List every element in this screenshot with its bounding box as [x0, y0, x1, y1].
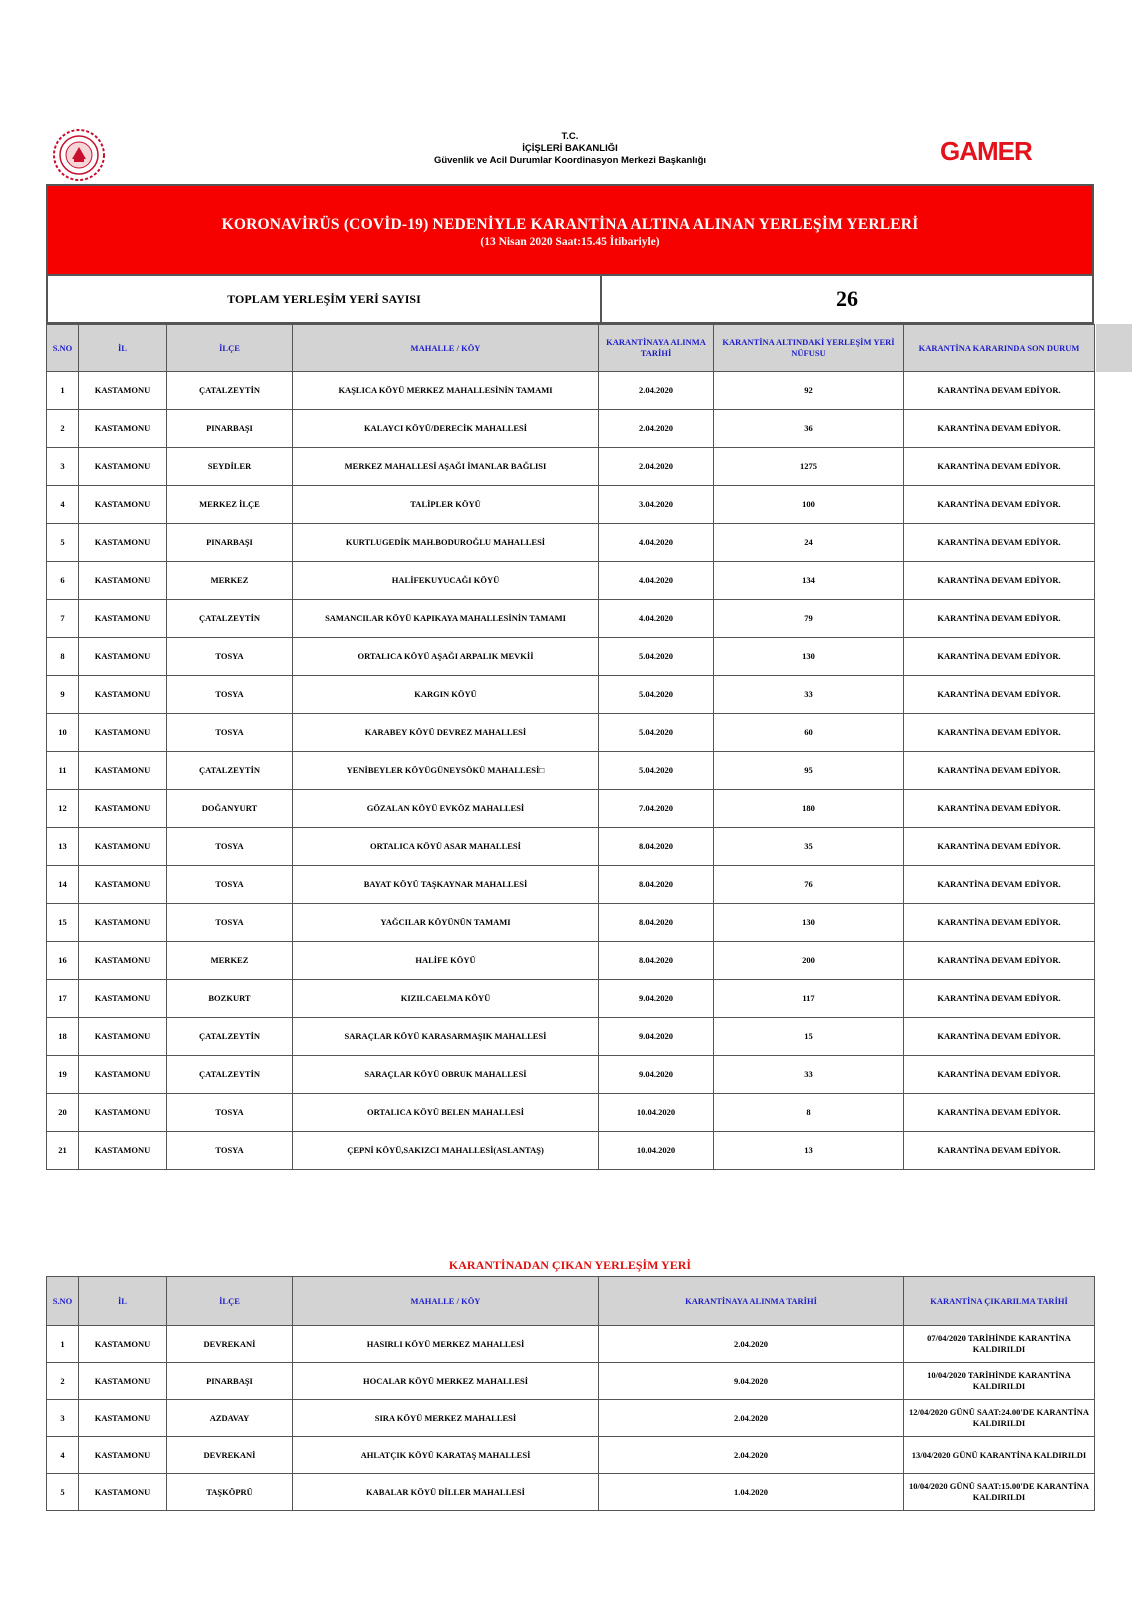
col-header-sno: S.NO	[47, 325, 79, 372]
cell-il: KASTAMONU	[79, 1132, 167, 1170]
total-settlements-row	[46, 276, 1094, 324]
cell-ilce: TOSYA	[167, 904, 293, 942]
table-row	[47, 866, 1095, 904]
cell-status: KARANTİNA DEVAM EDİYOR.	[904, 1056, 1095, 1094]
cell-ilce: SEYDİLER	[167, 448, 293, 486]
cell-sno: 5	[47, 1474, 79, 1511]
col-header-il: İL	[79, 325, 167, 372]
cell-status: KARANTİNA DEVAM EDİYOR.	[904, 828, 1095, 866]
cell-il: KASTAMONU	[79, 790, 167, 828]
cell-il: KASTAMONU	[79, 676, 167, 714]
header-line-tc: T.C.	[561, 131, 579, 142]
gamer-logo-text: GAMER	[940, 136, 1032, 166]
table-row	[47, 562, 1095, 600]
table-row	[47, 790, 1095, 828]
title-banner	[46, 184, 1094, 276]
table-row	[47, 1363, 1095, 1400]
cell-population: 180	[714, 790, 904, 828]
cell-ilce: ÇATALZEYTİN	[167, 600, 293, 638]
cell-ilce: TOSYA	[167, 1132, 293, 1170]
table-row	[47, 1400, 1095, 1437]
cell-population: 8	[714, 1094, 904, 1132]
cell-status: KARANTİNA DEVAM EDİYOR.	[904, 714, 1095, 752]
cell-mahalle: HOCALAR KÖYÜ MERKEZ MAHALLESİ	[293, 1363, 599, 1400]
cell-status: KARANTİNA DEVAM EDİYOR.	[904, 1018, 1095, 1056]
cell-date: 1.04.2020	[599, 1474, 904, 1511]
cell-ilce: TOSYA	[167, 866, 293, 904]
table-row	[47, 714, 1095, 752]
cell-ilce: ÇATALZEYTİN	[167, 1018, 293, 1056]
cell-ilce: TAŞKÖPRÜ	[167, 1474, 293, 1511]
cell-status: KARANTİNA DEVAM EDİYOR.	[904, 372, 1095, 410]
cell-status: KARANTİNA DEVAM EDİYOR.	[904, 600, 1095, 638]
cell-mahalle: SARAÇLAR KÖYÜ OBRUK MAHALLESİ	[293, 1056, 599, 1094]
cell-sno: 15	[47, 904, 79, 942]
cell-date: 9.04.2020	[599, 1363, 904, 1400]
cell-sno: 3	[47, 448, 79, 486]
cell-population: 13	[714, 1132, 904, 1170]
cell-sno: 13	[47, 828, 79, 866]
cell-sno: 12	[47, 790, 79, 828]
cell-mahalle: HALİFE KÖYÜ	[293, 942, 599, 980]
cell-population: 79	[714, 600, 904, 638]
cell-mahalle: AHLATÇIK KÖYÜ KARATAŞ MAHALLESİ	[293, 1437, 599, 1474]
table-header-row	[47, 325, 1095, 372]
cell-status: KARANTİNA DEVAM EDİYOR.	[904, 562, 1095, 600]
exit-col-header-mahalle: MAHALLE / KÖY	[293, 1277, 599, 1326]
cell-population: 92	[714, 372, 904, 410]
table-row	[47, 828, 1095, 866]
cell-il: KASTAMONU	[79, 828, 167, 866]
cell-status: KARANTİNA DEVAM EDİYOR.	[904, 904, 1095, 942]
cell-date: 2.04.2020	[599, 1437, 904, 1474]
col-header-population: KARANTİNA ALTINDAKİ YERLEŞİM YERİ NÜFUSU	[714, 325, 904, 372]
cell-population: 1275	[714, 448, 904, 486]
cell-date: 2.04.2020	[599, 372, 714, 410]
quarantine-table	[46, 324, 1095, 1170]
cell-mahalle: BAYAT KÖYÜ TAŞKAYNAR MAHALLESİ	[293, 866, 599, 904]
cell-status: KARANTİNA DEVAM EDİYOR.	[904, 524, 1095, 562]
cell-sno: 17	[47, 980, 79, 1018]
cell-date: 7.04.2020	[599, 790, 714, 828]
exit-section-title: KARANTİNADAN ÇIKAN YERLEŞİM YERİ	[448, 1258, 692, 1272]
cell-date: 8.04.2020	[599, 904, 714, 942]
cell-sno: 2	[47, 1363, 79, 1400]
exit-table	[46, 1276, 1095, 1511]
cell-date: 9.04.2020	[599, 1018, 714, 1056]
cell-ilce: TOSYA	[167, 1094, 293, 1132]
cell-status: KARANTİNA DEVAM EDİYOR.	[904, 1132, 1095, 1170]
side-tab	[1096, 324, 1132, 372]
cell-date: 10.04.2020	[599, 1132, 714, 1170]
cell-sno: 20	[47, 1094, 79, 1132]
cell-status: KARANTİNA DEVAM EDİYOR.	[904, 448, 1095, 486]
cell-ilce: MERKEZ	[167, 562, 293, 600]
quarantine-table-body	[47, 372, 1095, 1170]
cell-date: 4.04.2020	[599, 524, 714, 562]
exit-col-header-il: İL	[79, 1277, 167, 1326]
cell-population: 33	[714, 676, 904, 714]
table-row	[47, 1056, 1095, 1094]
cell-mahalle: ÇEPNİ KÖYÜ,SAKIZCI MAHALLESİ(ASLANTAŞ)	[293, 1132, 599, 1170]
cell-ilce: PINARBAŞI	[167, 1363, 293, 1400]
cell-population: 100	[714, 486, 904, 524]
cell-il: KASTAMONU	[79, 942, 167, 980]
cell-mahalle: ORTALICA KÖYÜ ASAR MAHALLESİ	[293, 828, 599, 866]
cell-ilce: DOĞANYURT	[167, 790, 293, 828]
cell-il: KASTAMONU	[79, 1056, 167, 1094]
col-header-date: KARANTİNAYA ALINMA TARİHİ	[599, 325, 714, 372]
cell-il: KASTAMONU	[79, 1363, 167, 1400]
cell-sno: 16	[47, 942, 79, 980]
cell-mahalle: KAŞLICA KÖYÜ MERKEZ MAHALLESİNİN TAMAMI	[293, 372, 599, 410]
cell-removed-date: 10/04/2020 TARİHİNDE KARANTİNA KALDIRILDI	[904, 1363, 1095, 1400]
cell-removed-date: 13/04/2020 GÜNÜ KARANTİNA KALDIRILDI	[904, 1437, 1095, 1474]
cell-il: KASTAMONU	[79, 524, 167, 562]
banner-subtitle: (13 Nisan 2020 Saat:15.45 İtibariyle)	[480, 236, 660, 248]
cell-il: KASTAMONU	[79, 410, 167, 448]
cell-il: KASTAMONU	[79, 600, 167, 638]
cell-il: KASTAMONU	[79, 562, 167, 600]
cell-date: 5.04.2020	[599, 638, 714, 676]
cell-population: 76	[714, 866, 904, 904]
cell-mahalle: YENİBEYLER KÖYÜGÜNEYSÖKÜ MAHALLESİ□	[293, 752, 599, 790]
table-row	[47, 1326, 1095, 1363]
cell-date: 5.04.2020	[599, 676, 714, 714]
cell-date: 8.04.2020	[599, 828, 714, 866]
cell-removed-date: 10/04/2020 GÜNÜ SAAT:15.00'DE KARANTİNA KALDIRILDI	[904, 1474, 1095, 1511]
cell-ilce: DEVREKANİ	[167, 1437, 293, 1474]
cell-sno: 21	[47, 1132, 79, 1170]
cell-il: KASTAMONU	[79, 980, 167, 1018]
col-header-status: KARANTİNA KARARINDA SON DURUM	[904, 325, 1095, 372]
cell-il: KASTAMONU	[79, 1018, 167, 1056]
cell-population: 200	[714, 942, 904, 980]
table-row	[47, 676, 1095, 714]
cell-mahalle: HASIRLI KÖYÜ MERKEZ MAHALLESİ	[293, 1326, 599, 1363]
cell-il: KASTAMONU	[79, 866, 167, 904]
cell-mahalle: ORTALICA KÖYÜ AŞAĞI ARPALIK MEVKİİ	[293, 638, 599, 676]
cell-date: 8.04.2020	[599, 942, 714, 980]
cell-status: KARANTİNA DEVAM EDİYOR.	[904, 638, 1095, 676]
table-row	[47, 1437, 1095, 1474]
exit-col-header-date: KARANTİNAYA ALINMA TARİHİ	[599, 1277, 904, 1326]
cell-mahalle: SARAÇLAR KÖYÜ KARASARMAŞIK MAHALLESİ	[293, 1018, 599, 1056]
gamer-logo	[940, 138, 1050, 174]
cell-il: KASTAMONU	[79, 1400, 167, 1437]
cell-ilce: TOSYA	[167, 828, 293, 866]
exit-col-header-removed: KARANTİNA ÇIKARILMA TARİHİ	[904, 1277, 1095, 1326]
table-row	[47, 486, 1095, 524]
exit-table-header-row	[47, 1277, 1095, 1326]
cell-mahalle: MERKEZ MAHALLESİ AŞAĞI İMANLAR BAĞLISI	[293, 448, 599, 486]
cell-ilce: PINARBAŞI	[167, 524, 293, 562]
cell-mahalle: KARGIN KÖYÜ	[293, 676, 599, 714]
table-row	[47, 942, 1095, 980]
cell-sno: 3	[47, 1400, 79, 1437]
cell-mahalle: KABALAR KÖYÜ DİLLER MAHALLESİ	[293, 1474, 599, 1511]
cell-date: 10.04.2020	[599, 1094, 714, 1132]
cell-population: 134	[714, 562, 904, 600]
table-row	[47, 1474, 1095, 1511]
cell-sno: 4	[47, 486, 79, 524]
total-value: 26	[836, 286, 858, 311]
cell-status: KARANTİNA DEVAM EDİYOR.	[904, 790, 1095, 828]
cell-ilce: MERKEZ İLÇE	[167, 486, 293, 524]
cell-ilce: ÇATALZEYTİN	[167, 372, 293, 410]
cell-status: KARANTİNA DEVAM EDİYOR.	[904, 410, 1095, 448]
header-line-ministry: İÇİŞLERİ BAKANLIĞI	[522, 143, 618, 154]
ministry-seal-logo	[52, 128, 106, 182]
cell-il: KASTAMONU	[79, 714, 167, 752]
cell-date: 5.04.2020	[599, 752, 714, 790]
cell-mahalle: ORTALICA KÖYÜ BELEN MAHALLESİ	[293, 1094, 599, 1132]
cell-ilce: TOSYA	[167, 676, 293, 714]
cell-status: KARANTİNA DEVAM EDİYOR.	[904, 1094, 1095, 1132]
cell-sno: 5	[47, 524, 79, 562]
cell-il: KASTAMONU	[79, 1326, 167, 1363]
cell-date: 2.04.2020	[599, 410, 714, 448]
cell-sno: 6	[47, 562, 79, 600]
cell-sno: 19	[47, 1056, 79, 1094]
cell-sno: 8	[47, 638, 79, 676]
table-row	[47, 980, 1095, 1018]
table-row	[47, 524, 1095, 562]
cell-il: KASTAMONU	[79, 1474, 167, 1511]
table-row	[47, 1132, 1095, 1170]
cell-status: KARANTİNA DEVAM EDİYOR.	[904, 676, 1095, 714]
col-header-mahalle: MAHALLE / KÖY	[293, 325, 599, 372]
cell-il: KASTAMONU	[79, 372, 167, 410]
cell-population: 130	[714, 638, 904, 676]
cell-mahalle: KALAYCI KÖYÜ/DERECİK MAHALLESİ	[293, 410, 599, 448]
cell-ilce: TOSYA	[167, 714, 293, 752]
exit-col-header-ilce: İLÇE	[167, 1277, 293, 1326]
cell-il: KASTAMONU	[79, 1437, 167, 1474]
cell-population: 117	[714, 980, 904, 1018]
exit-table-body	[47, 1326, 1095, 1511]
cell-status: KARANTİNA DEVAM EDİYOR.	[904, 980, 1095, 1018]
cell-date: 8.04.2020	[599, 866, 714, 904]
cell-status: KARANTİNA DEVAM EDİYOR.	[904, 752, 1095, 790]
cell-population: 60	[714, 714, 904, 752]
cell-date: 3.04.2020	[599, 486, 714, 524]
col-header-ilce: İLÇE	[167, 325, 293, 372]
cell-mahalle: HALİFEKUYUCAĞI KÖYÜ	[293, 562, 599, 600]
table-row	[47, 410, 1095, 448]
cell-status: KARANTİNA DEVAM EDİYOR.	[904, 942, 1095, 980]
cell-mahalle: GÖZALAN KÖYÜ EVKÖZ MAHALLESİ	[293, 790, 599, 828]
cell-sno: 10	[47, 714, 79, 752]
cell-ilce: AZDAVAY	[167, 1400, 293, 1437]
cell-sno: 7	[47, 600, 79, 638]
cell-sno: 9	[47, 676, 79, 714]
table-row	[47, 372, 1095, 410]
cell-ilce: ÇATALZEYTİN	[167, 1056, 293, 1094]
cell-mahalle: SIRA KÖYÜ MERKEZ MAHALLESİ	[293, 1400, 599, 1437]
cell-mahalle: YAĞCILAR KÖYÜNÜN TAMAMI	[293, 904, 599, 942]
cell-il: KASTAMONU	[79, 752, 167, 790]
cell-sno: 1	[47, 372, 79, 410]
table-row	[47, 752, 1095, 790]
cell-il: KASTAMONU	[79, 1094, 167, 1132]
cell-ilce: TOSYA	[167, 638, 293, 676]
cell-sno: 14	[47, 866, 79, 904]
cell-population: 36	[714, 410, 904, 448]
cell-mahalle: KURTLUGEDİK MAH.BODUROĞLU MAHALLESİ	[293, 524, 599, 562]
cell-il: KASTAMONU	[79, 448, 167, 486]
cell-ilce: BOZKURT	[167, 980, 293, 1018]
table-row	[47, 448, 1095, 486]
table-row	[47, 1094, 1095, 1132]
cell-ilce: DEVREKANİ	[167, 1326, 293, 1363]
cell-population: 130	[714, 904, 904, 942]
cell-il: KASTAMONU	[79, 904, 167, 942]
cell-removed-date: 07/04/2020 TARİHİNDE KARANTİNA KALDIRILDI	[904, 1326, 1095, 1363]
cell-sno: 1	[47, 1326, 79, 1363]
cell-date: 9.04.2020	[599, 1056, 714, 1094]
cell-sno: 18	[47, 1018, 79, 1056]
cell-date: 5.04.2020	[599, 714, 714, 752]
cell-population: 35	[714, 828, 904, 866]
cell-date: 2.04.2020	[599, 1400, 904, 1437]
cell-mahalle: SAMANCILAR KÖYÜ KAPIKAYA MAHALLESİNİN TAMAMI	[293, 600, 599, 638]
cell-sno: 2	[47, 410, 79, 448]
cell-mahalle: KARABEY KÖYÜ DEVREZ MAHALLESİ	[293, 714, 599, 752]
cell-mahalle: TALİPLER KÖYÜ	[293, 486, 599, 524]
ministry-header	[400, 131, 740, 167]
cell-status: KARANTİNA DEVAM EDİYOR.	[904, 866, 1095, 904]
cell-population: 24	[714, 524, 904, 562]
cell-date: 2.04.2020	[599, 1326, 904, 1363]
table-row	[47, 1018, 1095, 1056]
table-row	[47, 638, 1095, 676]
cell-ilce: ÇATALZEYTİN	[167, 752, 293, 790]
cell-status: KARANTİNA DEVAM EDİYOR.	[904, 486, 1095, 524]
cell-date: 2.04.2020	[599, 448, 714, 486]
cell-ilce: PINARBAŞI	[167, 410, 293, 448]
cell-removed-date: 12/04/2020 GÜNÜ SAAT:24.00'DE KARANTİNA KALDIRILDI	[904, 1400, 1095, 1437]
table-row	[47, 600, 1095, 638]
total-label: TOPLAM YERLEŞİM YERİ SAYISI	[48, 276, 602, 322]
cell-sno: 11	[47, 752, 79, 790]
cell-ilce: MERKEZ	[167, 942, 293, 980]
exit-col-header-sno: S.NO	[47, 1277, 79, 1326]
table-row	[47, 904, 1095, 942]
header-line-department: Güvenlik ve Acil Durumlar Koordinasyon Merkezi Başkanlığı	[433, 155, 707, 166]
cell-date: 4.04.2020	[599, 600, 714, 638]
cell-population: 95	[714, 752, 904, 790]
cell-mahalle: KIZILCAELMA KÖYÜ	[293, 980, 599, 1018]
cell-date: 9.04.2020	[599, 980, 714, 1018]
cell-population: 33	[714, 1056, 904, 1094]
cell-sno: 4	[47, 1437, 79, 1474]
cell-date: 4.04.2020	[599, 562, 714, 600]
cell-population: 15	[714, 1018, 904, 1056]
cell-il: KASTAMONU	[79, 638, 167, 676]
cell-il: KASTAMONU	[79, 486, 167, 524]
banner-title: KORONAVİRÜS (COVİD-19) NEDENİYLE KARANTİNA ALTINA ALINAN YERLEŞİM YERLERİ	[221, 216, 919, 233]
